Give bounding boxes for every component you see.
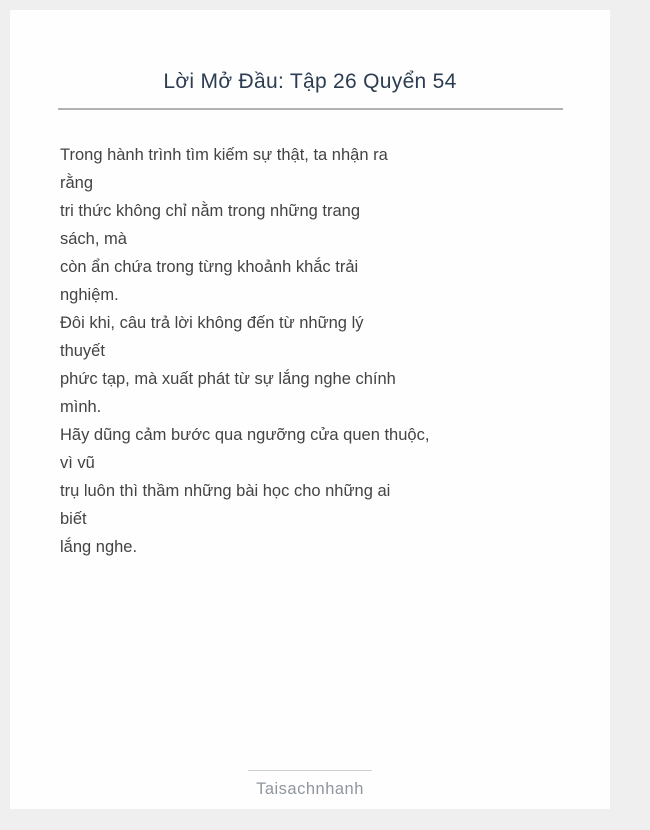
text-line: Trong hành trình tìm kiếm sự thật, ta nhận ra xyxy=(60,146,388,164)
text-line: trụ luôn thì thầm những bài học cho những ai xyxy=(60,482,391,500)
text-line: phức tạp, mà xuất phát từ sự lắng nghe chính xyxy=(60,370,396,388)
text-line: sách, mà xyxy=(60,230,127,248)
title-divider xyxy=(58,108,563,110)
text-line: tri thức không chỉ nằm trong những trang xyxy=(60,202,361,220)
page-footer xyxy=(10,770,610,799)
text-line: biết xyxy=(60,510,87,528)
page-card xyxy=(10,10,610,809)
text-line: nghiệm. xyxy=(60,286,119,304)
text-line: Hãy dũng cảm bước qua ngưỡng cửa quen thuộc, xyxy=(60,426,430,444)
text-line: thuyết xyxy=(60,342,105,360)
footer-divider xyxy=(248,770,372,771)
page-title: Lời Mở Đầu: Tập 26 Quyển 54 xyxy=(163,70,457,93)
body-text xyxy=(10,141,610,561)
text-line: Đôi khi, câu trả lời không đến từ những lý xyxy=(60,314,364,332)
text-line: mình. xyxy=(60,398,102,416)
text-line: lắng nghe. xyxy=(60,538,138,556)
footer-brand-link[interactable]: Taisachnhanh xyxy=(256,780,364,798)
text-line: còn ẩn chứa trong từng khoảnh khắc trải xyxy=(60,258,359,276)
text-line: vì vũ xyxy=(60,454,95,472)
text-line: rằng xyxy=(60,174,94,192)
